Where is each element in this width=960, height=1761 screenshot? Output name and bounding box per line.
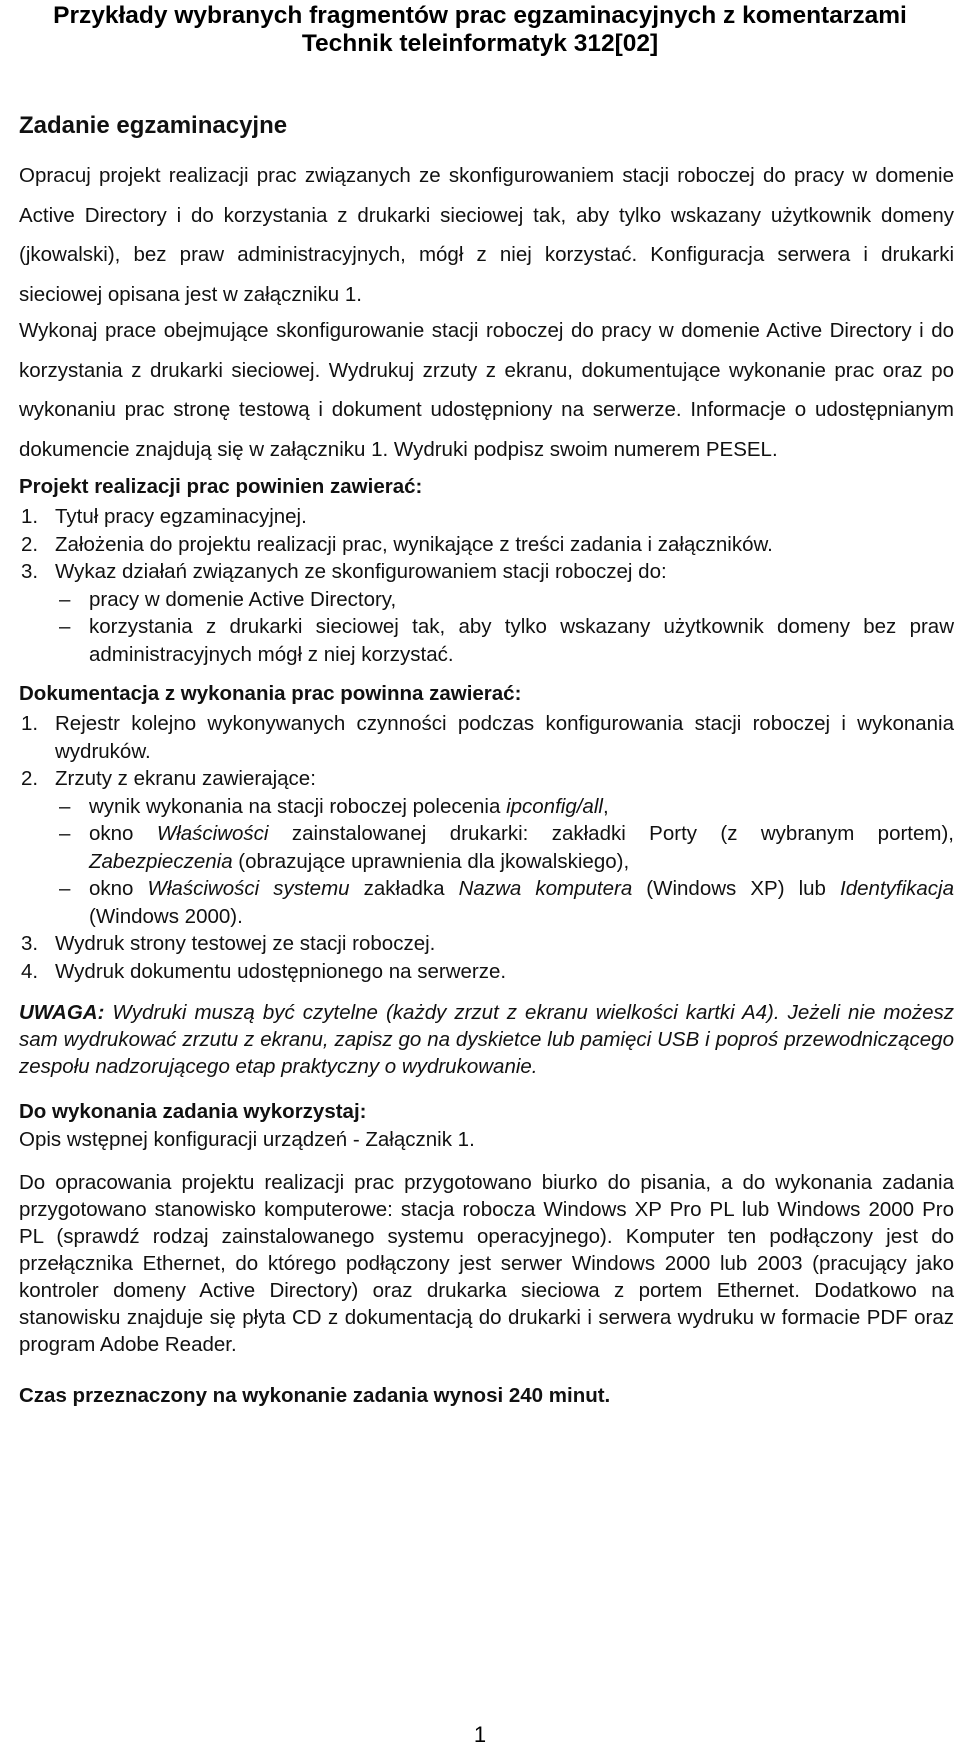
sub-list bbox=[19, 586, 954, 669]
list-item-number: 2. bbox=[21, 767, 39, 790]
text-run: (obrazujące uprawnienia dla jkowalskiego), bbox=[232, 849, 630, 873]
text-run: (Windows XP) lub bbox=[632, 877, 841, 900]
document-content bbox=[19, 112, 954, 1416]
list-item-text: Wydruk strony testowej ze stacji roboczej. bbox=[55, 932, 436, 955]
page-header bbox=[0, 0, 960, 58]
list-item bbox=[19, 958, 954, 986]
list-item-number: 1. bbox=[21, 712, 39, 735]
tab-name: Nazwa komputera bbox=[458, 877, 633, 900]
text-run: okno bbox=[89, 822, 157, 845]
list-item bbox=[19, 503, 954, 531]
sub-list-item bbox=[19, 875, 954, 930]
list-item-text: Wydruk dokumentu udostępnionego na serwerze. bbox=[55, 959, 507, 983]
list-item bbox=[19, 930, 954, 958]
sub-list-item bbox=[19, 820, 954, 875]
resources-heading: Do wykonania zadania wykorzystaj: bbox=[19, 1100, 367, 1123]
time-limit: Czas przeznaczony na wykonanie zadania wynosi 240 minut. bbox=[19, 1384, 611, 1407]
list-item bbox=[19, 531, 954, 559]
task-paragraph-2: Wykonaj prace obejmujące skonfigurowanie stacji roboczej do pracy w domenie Active Directory i do korzystania z drukarki sieciowej. Wydrukuj zrzuty z ekranu, dokumentujące wykonanie prac oraz po wykonaniu prac stronę testową i dokument udostępniony na serwerze. Informacje o udostępnianym dokumencie znajdują się w załączniku 1. Wydruki podpisz swoim numerem PESEL. bbox=[19, 319, 954, 461]
warning-note bbox=[19, 999, 954, 1080]
list-item-number: 1. bbox=[21, 505, 39, 528]
resources-paragraph: Do opracowania projektu realizacji prac przygotowano biurko do pisania, a do wykonania zadania przygotowano stanowisko komputerowe: stacja robocza Windows XP Pro PL lub Windows 2000 Pro PL (sprawdź rodzaj zainstalowanego systemu operacyjnego). Komputer ten podłączony jest do przełącznika Ethernet, do którego podłączony jest serwer Windows 2000 lub 2003 (pracujący jako kontroler domeny Active Directory) oraz drukarka sieciowa z portem Ethernet. Dodatkowo na stanowisku znajduje się płyta CD z dokumentacją do drukarki i serwera wydruku w formacie PDF oraz program Adobe Reader. bbox=[19, 1171, 954, 1356]
header-subtitle: Technik teleinformatyk 312[02] bbox=[301, 30, 659, 57]
list-item-number: 3. bbox=[21, 932, 39, 955]
list-item-text: Rejestr kolejno wykonywanych czynności podczas konfigurowania stacji roboczej i wykonania wydruków. bbox=[55, 712, 954, 763]
list-item-number: 4. bbox=[21, 959, 39, 983]
sub-list-item: – korzystania z drukarki sieciowej tak, aby tylko wskazany użytkownik domeny bez praw administracyjnych mógł z niej korzystać. bbox=[19, 613, 954, 668]
list-item bbox=[19, 710, 954, 765]
list-item-text: Tytuł pracy egzaminacyjnej. bbox=[55, 505, 307, 528]
text-run: wynik wykonania na stacji roboczej polecenia bbox=[89, 794, 507, 818]
list-item-text: Założenia do projektu realizacji prac, wynikające z treści zadania i załączników. bbox=[55, 532, 773, 556]
list-item bbox=[19, 558, 954, 668]
header-title: Przykłady wybranych fragmentów prac egzaminacyjnych z komentarzami bbox=[53, 2, 907, 29]
window-name: Właściwości bbox=[156, 822, 269, 845]
project-heading: Projekt realizacji prac powinien zawierać: bbox=[19, 475, 423, 498]
text-run: (Windows 2000). bbox=[89, 904, 243, 928]
tab-name: Identyfikacja bbox=[840, 877, 954, 900]
warning-label: UWAGA: bbox=[19, 1001, 105, 1024]
list-item bbox=[19, 765, 954, 930]
resources-line: Opis wstępnej konfiguracji urządzeń - Załącznik 1. bbox=[19, 1128, 475, 1151]
sub-list-item: – pracy w domenie Active Directory, bbox=[19, 586, 954, 614]
list-item-number: 3. bbox=[21, 560, 39, 583]
text-run: zainstalowanej drukarki: zakładki Porty (z wybranym portem), bbox=[268, 822, 954, 845]
documentation-heading: Dokumentacja z wykonania prac powinna zawierać: bbox=[19, 682, 522, 705]
documentation-list bbox=[19, 710, 954, 985]
sub-list bbox=[19, 793, 954, 931]
text-run: zakładka bbox=[349, 877, 459, 900]
page-number: 1 bbox=[473, 1722, 487, 1747]
tab-name: Zabezpieczenia bbox=[89, 849, 233, 873]
list-item-text: Wykaz działań związanych ze skonfigurowaniem stacji roboczej do: bbox=[55, 560, 667, 583]
project-list bbox=[19, 503, 954, 668]
list-item-text: Zrzuty z ekranu zawierające: bbox=[55, 767, 316, 790]
task-paragraph-1: Opracuj projekt realizacji prac związanych ze skonfigurowaniem stacji roboczej do pracy w domenie Active Directory i do korzystania z drukarki sieciowej tak, aby tylko wskazany użytkownik domeny (jkowalski), bez praw administracyjnych, mógł z niej korzystać. Konfiguracja serwera i drukarki sieciowej opisana jest w załączniku 1. bbox=[19, 164, 954, 306]
command-name: ipconfig/all bbox=[506, 794, 603, 818]
window-name: Właściwości systemu bbox=[147, 877, 350, 900]
list-item-number: 2. bbox=[21, 532, 39, 556]
warning-text: Wydruki muszą być czytelne (każdy zrzut z ekranu wielkości kartki A4). Jeżeli nie możesz sam wydrukować zrzutu z ekranu, zapisz go na dyskietce lub pamięci USB i poproś przewodniczącego zespołu nadzorującego etap praktyczny o wydrukowanie. bbox=[19, 1001, 954, 1078]
text-run: , bbox=[602, 794, 609, 818]
sub-list-item bbox=[19, 793, 954, 821]
task-title: Zadanie egzaminacyjne bbox=[19, 112, 288, 139]
text-run: okno bbox=[89, 877, 148, 900]
